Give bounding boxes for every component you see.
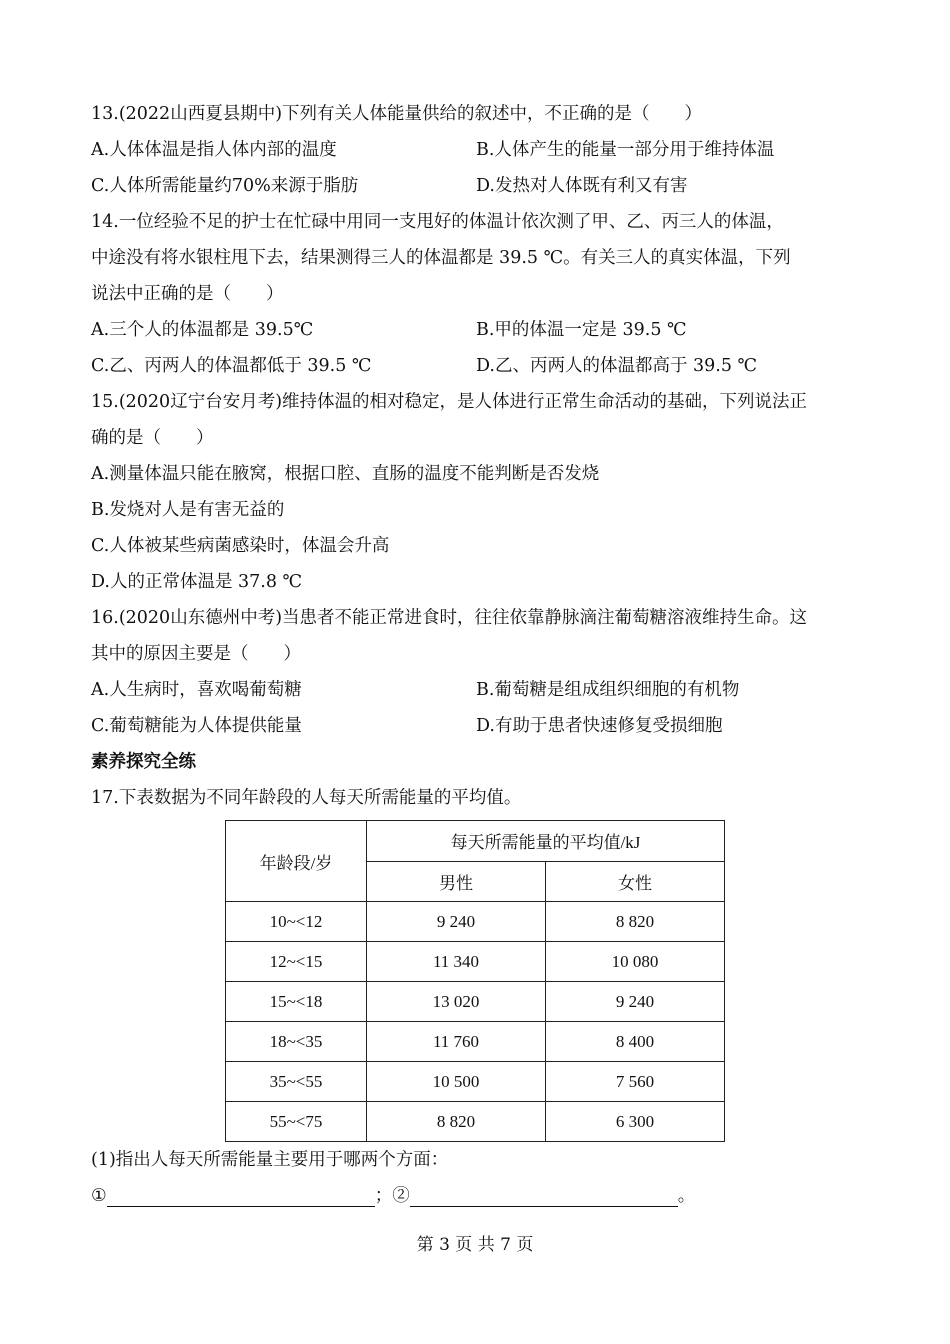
table-row — [226, 942, 725, 982]
male-value-cell: 13 020 — [367, 982, 546, 1022]
question-14-stem-line-1: 14.一位经验不足的护士在忙碌中用同一支甩好的体温计依次测了甲、乙、丙三人的体温， — [91, 212, 784, 232]
q13-option-c[interactable]: C.人体所需能量约70%来源于脂肪 — [91, 176, 359, 196]
female-value-cell: 6 300 — [546, 1102, 725, 1142]
question-17-sub-1: (1)指出人每天所需能量主要用于哪两个方面： — [91, 1150, 449, 1170]
male-value-cell: 11 340 — [367, 942, 546, 982]
female-value-cell: 8 400 — [546, 1022, 725, 1062]
q16-option-c[interactable]: C.葡萄糖能为人体提供能量 — [91, 716, 302, 736]
male-value-cell: 9 240 — [367, 902, 546, 942]
q13-option-a[interactable]: A.人体体温是指人体内部的温度 — [91, 140, 337, 160]
age-cell: 55~<75 — [226, 1102, 367, 1142]
q14-option-b[interactable]: B.甲的体温一定是 39.5 ℃ — [476, 320, 687, 340]
age-header: 年龄段/岁 — [226, 821, 367, 902]
q15-option-b[interactable]: B.发烧对人是有害无益的 — [91, 500, 285, 520]
q16-option-d[interactable]: D.有助于患者快速修复受损细胞 — [476, 716, 723, 736]
q15-option-c[interactable]: C.人体被某些病菌感染时，体温会升高 — [91, 536, 390, 556]
energy-table — [225, 820, 725, 1142]
table-row — [226, 902, 725, 942]
q14-option-c[interactable]: C.乙、丙两人的体温都低于 39.5 ℃ — [91, 356, 372, 376]
question-17-stem: 17.下表数据为不同年龄段的人每天所需能量的平均值。 — [91, 788, 522, 808]
question-page — [91, 96, 861, 1214]
question-16-options-row-2 — [91, 708, 861, 744]
q14-option-a[interactable]: A.三个人的体温都是 39.5℃ — [91, 320, 314, 340]
female-header: 女性 — [546, 861, 725, 902]
question-14-options-row-2 — [91, 348, 861, 384]
age-cell: 15~<18 — [226, 982, 367, 1022]
age-cell: 10~<12 — [226, 902, 367, 942]
q16-option-b[interactable]: B.葡萄糖是组成组织细胞的有机物 — [476, 680, 740, 700]
answer-blank-2[interactable] — [410, 1186, 678, 1207]
table-row — [226, 1022, 725, 1062]
section-heading: 素养探究全练 — [91, 752, 196, 772]
female-value-cell: 7 560 — [546, 1062, 725, 1102]
table-row — [226, 982, 725, 1022]
male-value-cell: 8 820 — [367, 1102, 546, 1142]
table-row — [226, 1062, 725, 1102]
circled-one-marker: ① — [91, 1186, 107, 1206]
question-14-stem-line-2: 中途没有将水银柱甩下去，结果测得三人的体温都是 39.5 ℃。有关三人的真实体温，下列 — [91, 248, 791, 268]
question-16-options-row-1 — [91, 672, 861, 708]
q15-option-d[interactable]: D.人的正常体温是 37.8 ℃ — [91, 572, 303, 592]
q16-option-a[interactable]: A.人生病时，喜欢喝葡萄糖 — [91, 680, 302, 700]
q14-option-d[interactable]: D.乙、丙两人的体温都高于 39.5 ℃ — [476, 356, 758, 376]
question-16-stem-line-1: 16.(2020山东德州中考)当患者不能正常进食时，往往依靠静脉滴注葡萄糖溶液维持生命。这 — [91, 608, 808, 628]
table-header-row — [226, 821, 725, 862]
age-cell: 18~<35 — [226, 1022, 367, 1062]
question-13-options-row-2 — [91, 168, 861, 204]
energy-header: 每天所需能量的平均值/kJ — [367, 821, 725, 862]
female-value-cell: 8 820 — [546, 902, 725, 942]
age-cell: 35~<55 — [226, 1062, 367, 1102]
question-14-options-row-1 — [91, 312, 861, 348]
question-14-stem-line-3: 说法中正确的是（ ） — [91, 284, 284, 304]
q15-option-a[interactable]: A.测量体温只能在腋窝，根据口腔、直肠的温度不能判断是否发烧 — [91, 464, 600, 484]
page-footer: 第 3 页 共 7 页 — [416, 1235, 534, 1255]
answer-end-mark: 。 — [677, 1186, 696, 1206]
question-15-stem-line-1: 15.(2020辽宁台安月考)维持体温的相对稳定，是人体进行正常生命活动的基础，下列说法正 — [91, 392, 808, 412]
female-value-cell: 9 240 — [546, 982, 725, 1022]
question-13-stem: 13.(2022山西夏县期中)下列有关人体能量供给的叙述中，不正确的是（ ） — [91, 104, 703, 124]
answer-line — [91, 1178, 861, 1214]
male-value-cell: 11 760 — [367, 1022, 546, 1062]
male-header: 男性 — [367, 861, 546, 902]
female-value-cell: 10 080 — [546, 942, 725, 982]
q13-option-d[interactable]: D.发热对人体既有利又有害 — [476, 176, 688, 196]
age-cell: 12~<15 — [226, 942, 367, 982]
question-13-options-row-1 — [91, 132, 861, 168]
question-15-stem-line-2: 确的是（ ） — [91, 428, 214, 448]
answer-separator: ；② — [374, 1186, 410, 1206]
male-value-cell: 10 500 — [367, 1062, 546, 1102]
q13-option-b[interactable]: B.人体产生的能量一部分用于维持体温 — [476, 140, 775, 160]
table-row — [226, 1102, 725, 1142]
answer-blank-1[interactable] — [107, 1186, 375, 1207]
question-16-stem-line-2: 其中的原因主要是（ ） — [91, 644, 301, 664]
